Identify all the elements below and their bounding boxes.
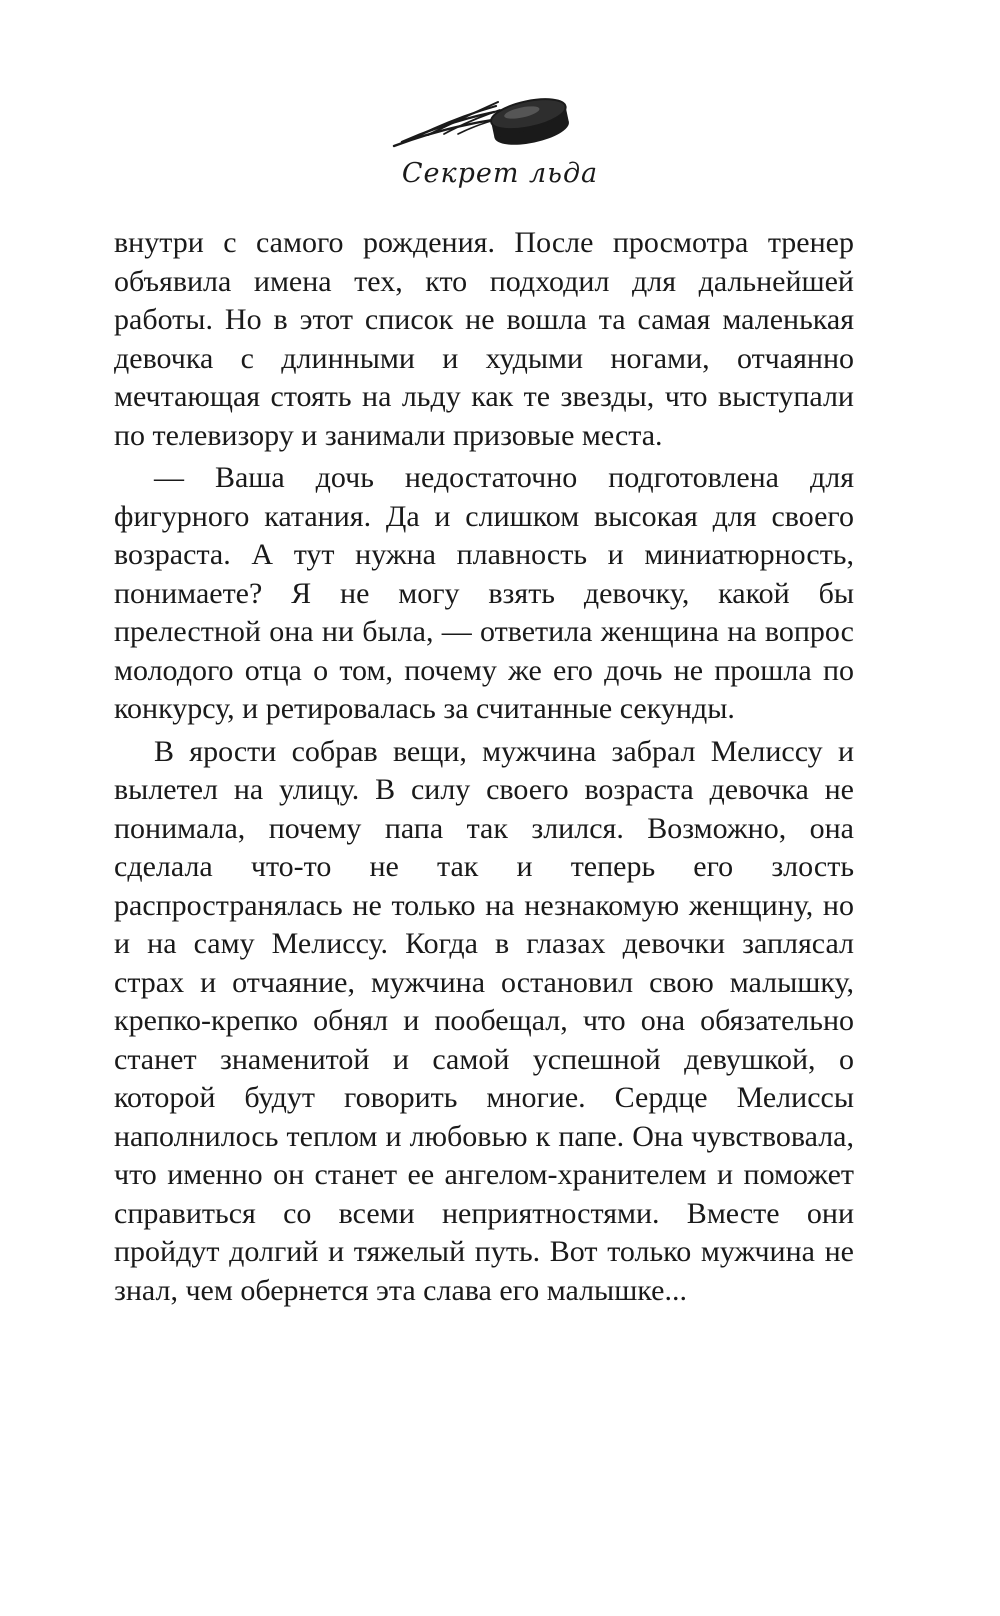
body-text [114, 224, 854, 1314]
running-title: Секрет льда [401, 158, 599, 189]
paragraph: внутри с самого рождения. После просмотра тренер объявила имена тех, кто подходил для дальнейшей работы. Но в этот список не вошла та самая маленькая девочка с длинными и худыми ногами, отчаянно мечтающая стоять на льду как те звезды, что выступали по телевизору и занимали призовые места. [114, 226, 854, 452]
paragraph: В ярости собрав вещи, мужчина забрал Мелиссу и вылетел на улицу. В силу своего возраста девочка не понимала, почему папа так злился. Возможно, она сделала что-то не так и теперь его злость распространялась не только на незнакомую женщину, но и на саму Мелиссу. Когда в глазах девочки заплясал страх и отчаяние, мужчина остановил свою малышку, крепко-крепко обнял и пообещал, что она обязательно станет знаменитой и самой успешной девушкой, о которой будут говорить многие. Сердце Мелиссы наполнилось теплом и любовью к папе. Она чувствовала, что именно он станет ее ангелом-хранителем и поможет справиться со всеми неприятностями. Вместе они пройдут долгий и тяжелый путь. Вот только мужчина не знал, чем обернется эта слава его малышке... [114, 734, 854, 1307]
hockey-puck-icon [392, 88, 576, 158]
page-header [0, 88, 1000, 218]
paragraph: — Ваша дочь недостаточно подготовлена для фигурного катания. Да и слишком высокая для своего возраста. А тут нужна плавность и миниатюрность, понимаете? Я не могу взять девочку, какой бы прелестной она ни была, — ответила женщина на вопрос молодого отца о том, почему же его дочь не прошла по конкурсу, и ретировалась за считанные секунды. [114, 461, 854, 725]
